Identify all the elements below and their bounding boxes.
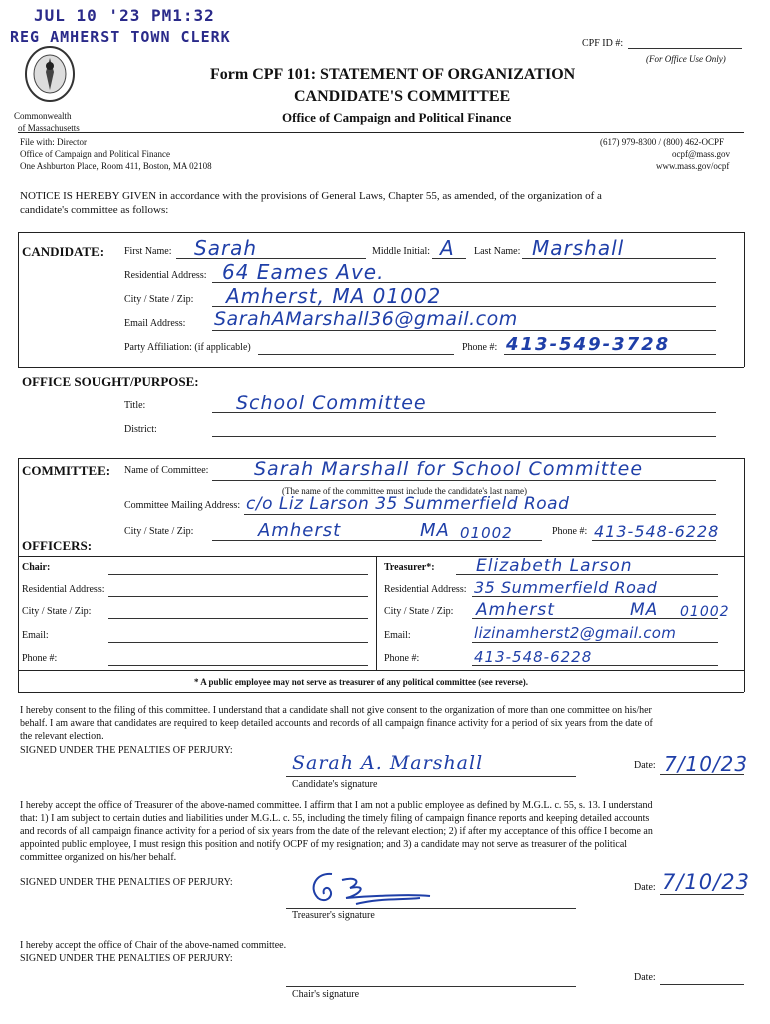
party-affiliation-label: Party Affiliation: (if applicable) <box>124 342 251 353</box>
committee-city-label: City / State / Zip: <box>124 526 194 537</box>
officers-heading: OFFICERS: <box>22 538 93 553</box>
treasurer-label: Treasurer*: <box>384 562 435 573</box>
mailing-address-value[interactable]: c/o Liz Larson 35 Summerfield Road <box>246 494 570 514</box>
candidate-signature-label: Candidate's signature <box>292 779 378 790</box>
office-title-value[interactable]: School Committee <box>236 392 427 414</box>
treasurer-accept-4: appointed public employee, I must resign this position and notify OCPF of my resignation; and 3) a candidate may not serve as treasurer of the political <box>20 839 628 850</box>
committee-phone-value[interactable]: 413-548-6228 <box>594 522 720 541</box>
treasurer-state-value[interactable]: MA <box>630 600 659 620</box>
middle-initial-label: Middle Initial: <box>372 246 431 257</box>
last-name-value[interactable]: Marshall <box>532 236 625 260</box>
file-with-3: One Ashburton Place, Room 411, Boston, MA 02108 <box>20 161 212 171</box>
last-name-label: Last Name: <box>474 246 521 257</box>
treasurer-accept-5: committee organized on his/her behalf. <box>20 852 177 863</box>
treasurer-address-value[interactable]: 35 Summerfield Road <box>474 578 658 597</box>
candidate-phone-value[interactable]: 413-549-3728 <box>506 334 671 355</box>
treasurer-perjury: SIGNED UNDER THE PENALTIES OF PERJURY: <box>20 877 233 888</box>
chair-phone-label: Phone #: <box>22 653 58 664</box>
committee-phone-label: Phone #: <box>552 526 588 537</box>
chair-email-label: Email: <box>22 630 49 641</box>
contact-phone: (617) 979-8300 / (800) 462-OCPF <box>600 137 724 147</box>
chair-perjury: SIGNED UNDER THE PENALTIES OF PERJURY: <box>20 953 233 964</box>
seal-caption-2: of Massachusetts <box>18 123 80 133</box>
chair-address-label: Residential Address: <box>22 584 105 595</box>
treasurer-date-label: Date: <box>634 882 656 893</box>
chair-accept-1: I hereby accept the office of Chair of the above-named committee. <box>20 940 287 951</box>
candidate-date-value[interactable]: 7/10/23 <box>664 752 749 776</box>
treasurer-accept-1: I hereby accept the office of Treasurer of the above-named committee. I affirm that I am not a public employee as defined by M.G.L. c. 55, s. 13. I understand <box>20 800 653 811</box>
form-subtitle: CANDIDATE'S COMMITTEE <box>294 88 511 105</box>
committee-city-value[interactable]: Amherst <box>258 520 342 541</box>
candidate-phone-label: Phone #: <box>462 342 498 353</box>
treasurer-name-value[interactable]: Elizabeth Larson <box>476 556 633 576</box>
office-use-note: (For Office Use Only) <box>646 54 726 64</box>
treasurer-date-value[interactable]: 7/10/23 <box>662 870 750 894</box>
treasurer-signature-label: Treasurer's signature <box>292 910 375 921</box>
treasurer-phone-value[interactable]: 413-548-6228 <box>474 648 593 666</box>
district-label: District: <box>124 424 157 435</box>
treasurer-phone-label: Phone #: <box>384 653 420 664</box>
candidate-heading: CANDIDATE: <box>22 244 105 259</box>
massachusetts-seal-icon <box>22 44 78 104</box>
first-name-value[interactable]: Sarah <box>194 236 258 260</box>
treasurer-email-value[interactable]: lizinamherst2@gmail.com <box>474 624 677 642</box>
chair-label: Chair: <box>22 562 51 573</box>
consent-line-1: I hereby consent to the filing of this committee. I understand that a candidate shall not give consent to the organization of more than one committee on his/her <box>20 705 652 716</box>
notice-line-1: NOTICE IS HEREBY GIVEN in accordance with the provisions of General Laws, Chapter 55, as amended, of the organization of a <box>20 190 602 202</box>
candidate-perjury: SIGNED UNDER THE PENALTIES OF PERJURY: <box>20 745 233 756</box>
received-stamp-office: REG AMHERST TOWN CLERK <box>10 28 231 46</box>
city-state-zip-value[interactable]: Amherst, MA 01002 <box>226 284 442 308</box>
candidate-signature[interactable]: Sarah A. Marshall <box>292 752 484 774</box>
email-value[interactable]: SarahAMarshall36@gmail.com <box>214 308 518 330</box>
residential-address-value[interactable]: 64 Eames Ave. <box>222 260 385 284</box>
cpf-id-label: CPF ID #: <box>582 38 624 49</box>
email-label: Email Address: <box>124 318 186 329</box>
committee-name-label: Name of Committee: <box>124 465 209 476</box>
treasurer-accept-2: that: 1) I am subject to certain duties and liabilities under M.G.L. c. 55, including the timely filing of campaign finance reports and keeping detailed accounts <box>20 813 650 824</box>
treasurer-email-label: Email: <box>384 630 411 641</box>
committee-name-value[interactable]: Sarah Marshall for School Committee <box>254 458 644 480</box>
contact-email: ocpf@mass.gov <box>672 149 731 159</box>
city-state-zip-label: City / State / Zip: <box>124 294 194 305</box>
contact-web: www.mass.gov/ocpf <box>656 161 730 171</box>
notice-line-2: candidate's committee as follows: <box>20 204 169 216</box>
middle-initial-value[interactable]: A <box>440 236 455 260</box>
treasurer-address-label: Residential Address: <box>384 584 467 595</box>
file-with-2: Office of Campaign and Political Finance <box>20 149 171 159</box>
consent-line-3: the relevant election. <box>20 731 104 742</box>
treasurer-city-value[interactable]: Amherst <box>476 600 555 620</box>
consent-line-2: behalf. I am aware that candidates are required to keep detailed accounts and records of all campaign finance activity for a period of six years from the date of <box>20 718 653 729</box>
treasurer-accept-3: and records of all campaign finance activity for a period of six years from the date of the relevant election; 2) if after my acceptance of this office I become an <box>20 826 653 837</box>
candidate-date-label: Date: <box>634 760 656 771</box>
committee-heading: COMMITTEE: <box>22 463 111 478</box>
chair-city-label: City / State / Zip: <box>22 606 92 617</box>
agency-name: Office of Campaign and Political Finance <box>282 110 512 125</box>
treasurer-city-label: City / State / Zip: <box>384 606 454 617</box>
treasurer-signature-icon[interactable] <box>300 866 440 910</box>
treasurer-note: * A public employee may not serve as treasurer of any political committee (see reverse). <box>194 677 529 687</box>
seal-caption-1: Commonwealth <box>14 111 72 121</box>
committee-name-note: (The name of the committee must include the candidate's last name) <box>282 486 528 496</box>
committee-state-value[interactable]: MA <box>420 520 450 541</box>
first-name-label: First Name: <box>124 246 172 257</box>
mailing-address-label: Committee Mailing Address: <box>124 500 241 511</box>
treasurer-zip-value[interactable]: 01002 <box>680 604 730 620</box>
file-with-1: File with: Director <box>20 137 87 147</box>
form-title: Form CPF 101: STATEMENT OF ORGANIZATION <box>210 66 576 83</box>
committee-zip-value[interactable]: 01002 <box>460 524 513 542</box>
chair-date-label: Date: <box>634 972 656 983</box>
received-stamp-date: JUL 10 '23 PM1:32 <box>34 6 215 25</box>
office-title-label: Title: <box>124 400 146 411</box>
residential-address-label: Residential Address: <box>124 270 207 281</box>
office-sought-heading: OFFICE SOUGHT/PURPOSE: <box>22 374 199 389</box>
chair-signature-label: Chair's signature <box>292 989 360 1000</box>
